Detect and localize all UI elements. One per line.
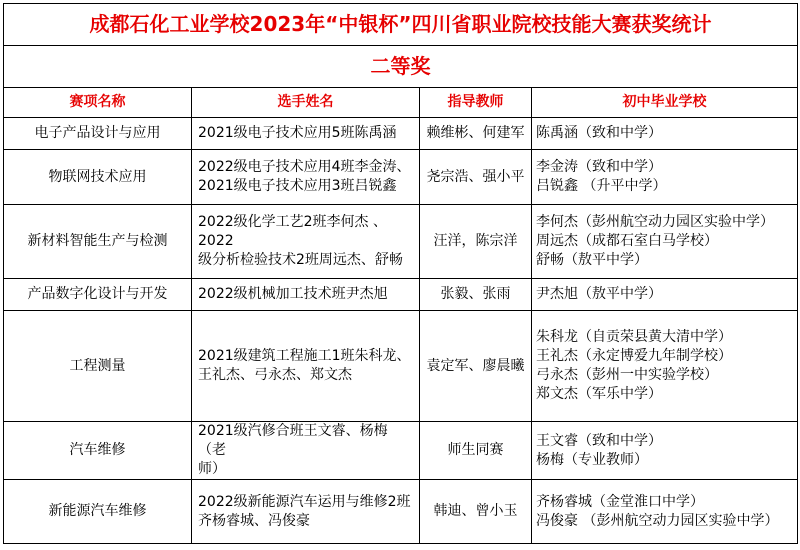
student-names: 2022级化学工艺2班李何杰 、2022 级分析检验技术2班周远杰、舒畅 <box>192 205 420 279</box>
middle-schools: 陈禹涵（致和中学） <box>532 118 798 150</box>
header-event: 赛项名称 <box>4 88 192 118</box>
student-names: 2021级电子技术应用5班陈禹涵 <box>192 118 420 150</box>
student-names: 2022级新能源汽车运用与维修2班 齐杨睿城、冯俊豪 <box>192 480 420 544</box>
header-teachers: 指导教师 <box>420 88 532 118</box>
student-names: 2021级汽修合班王文睿、杨梅（老 师） <box>192 422 420 480</box>
middle-schools: 朱科龙（自贡荣县黄大清中学） 王礼杰（永定博爱九年制学校） 弓永杰（彭州一中实验学校） 郑文杰（军乐中学） <box>532 311 798 422</box>
teacher-names: 张毅、张雨 <box>420 279 532 311</box>
middle-schools: 尹杰旭（敖平中学） <box>532 279 798 311</box>
table-title: 成都石化工业学校2023年“中银杯”四川省职业院校技能大赛获奖统计 <box>4 4 798 46</box>
event-name: 电子产品设计与应用 <box>4 118 192 150</box>
event-name: 新能源汽车维修 <box>4 480 192 544</box>
table-row <box>4 422 798 480</box>
table-row <box>4 205 798 279</box>
header-schools: 初中毕业学校 <box>532 88 798 118</box>
student-names: 2022级电子技术应用4班李金涛、 2021级电子技术应用3班吕锐鑫 <box>192 150 420 205</box>
table-row <box>4 311 798 422</box>
event-name: 工程测量 <box>4 311 192 422</box>
table-row <box>4 150 798 205</box>
event-name: 新材料智能生产与检测 <box>4 205 192 279</box>
header-students: 选手姓名 <box>192 88 420 118</box>
student-names: 2021级建筑工程施工1班朱科龙、 王礼杰、弓永杰、郑文杰 <box>192 311 420 422</box>
header-row <box>4 88 798 118</box>
middle-schools: 齐杨睿城（金堂淮口中学） 冯俊豪 （彭州航空动力园区实验中学） <box>532 480 798 544</box>
award-table <box>3 3 798 544</box>
table-row <box>4 279 798 311</box>
event-name: 汽车维修 <box>4 422 192 480</box>
middle-schools: 李金涛（致和中学） 吕锐鑫 （升平中学） <box>532 150 798 205</box>
teacher-names: 赖维彬、何建军 <box>420 118 532 150</box>
event-name: 物联网技术应用 <box>4 150 192 205</box>
table-row <box>4 480 798 544</box>
teacher-names: 尧宗浩、强小平 <box>420 150 532 205</box>
middle-schools: 王文睿（致和中学） 杨梅（专业教师） <box>532 422 798 480</box>
table-row <box>4 118 798 150</box>
middle-schools: 李何杰（彭州航空动力园区实验中学） 周远杰（成都石室白马学校） 舒畅（敖平中学） <box>532 205 798 279</box>
award-level: 二等奖 <box>4 46 798 88</box>
teacher-names: 师生同赛 <box>420 422 532 480</box>
teacher-names: 韩迪、曾小玉 <box>420 480 532 544</box>
teacher-names: 袁定军、廖晨曦 <box>420 311 532 422</box>
teacher-names: 汪洋，陈宗洋 <box>420 205 532 279</box>
student-names: 2022级机械加工技术班尹杰旭 <box>192 279 420 311</box>
event-name: 产品数字化设计与开发 <box>4 279 192 311</box>
